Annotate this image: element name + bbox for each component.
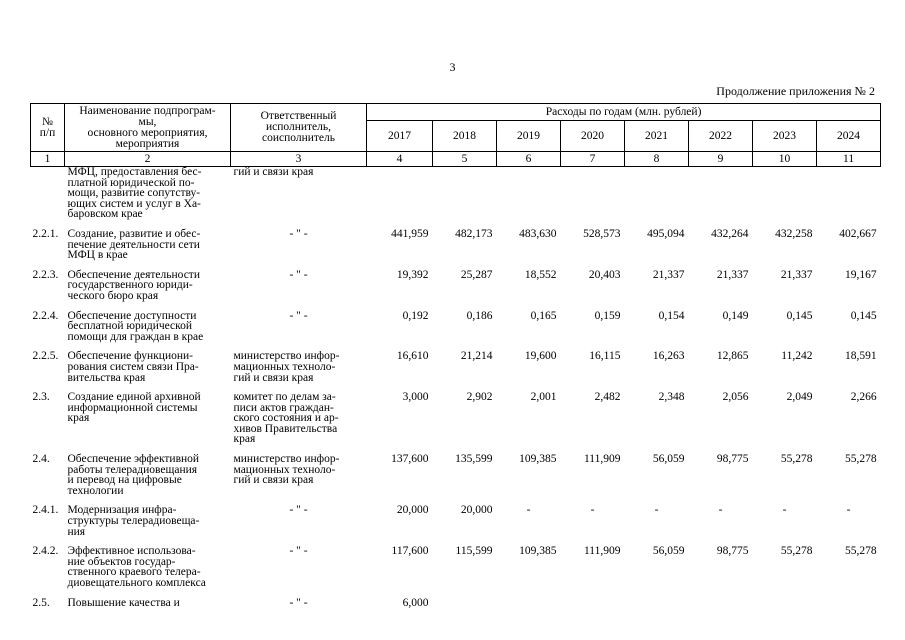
row-value: 0,145	[786, 309, 813, 322]
row-value: 137,600	[391, 453, 429, 466]
row-value: 20,000	[396, 504, 429, 517]
table-row	[31, 311, 881, 352]
header-num: № п/п	[31, 104, 65, 152]
row-value: 16,263	[652, 350, 685, 363]
table-row	[31, 454, 881, 505]
row-value: 55,278	[844, 545, 877, 558]
row-name: Создание единой архивной информационной системы края	[67, 391, 201, 425]
row-name: Обеспечение деятельности государственного юриди- ческого бюро края	[67, 268, 200, 302]
page-number: 3	[449, 60, 456, 74]
row-code: 2.2.5.	[32, 350, 59, 363]
row-name: Повышение качества и	[67, 596, 180, 609]
header-year: 2018	[433, 121, 497, 152]
row-code: 2.4.2.	[32, 545, 59, 558]
table-row	[31, 546, 881, 597]
row-value: 55,278	[780, 453, 813, 466]
header-year: 2020	[561, 121, 625, 152]
row-value: 0,149	[722, 309, 749, 322]
row-value: 19,600	[524, 350, 557, 363]
row-value	[561, 167, 625, 229]
row-value: 55,278	[780, 545, 813, 558]
row-value: 109,385	[519, 453, 557, 466]
row-executor: - " -	[289, 227, 308, 240]
row-code: 2.3.	[32, 391, 50, 404]
row-name: Модернизация инфра- структуры телерадиовеща- ния	[67, 504, 200, 538]
row-value: 111,909	[583, 545, 621, 558]
row-value: 56,059	[652, 545, 685, 558]
table-row	[31, 351, 881, 392]
row-value: 21,337	[652, 268, 685, 281]
row-value: 18,552	[524, 268, 557, 281]
row-value: 2,348	[658, 391, 685, 404]
row-value	[367, 167, 433, 229]
row-value: 0,154	[658, 309, 685, 322]
header-year: 2017	[367, 121, 433, 152]
row-value: -	[526, 504, 531, 517]
row-code: 2.4.	[32, 453, 50, 466]
row-code: 2.2.4.	[32, 309, 59, 322]
row-value	[817, 598, 881, 618]
row-value: -	[718, 504, 723, 517]
row-value: 2,902	[466, 391, 493, 404]
row-value: 0,186	[466, 309, 493, 322]
row-value: 109,385	[519, 545, 557, 558]
row-value: 12,865	[716, 350, 749, 363]
header-year: 2024	[817, 121, 881, 152]
table-body	[31, 167, 881, 618]
row-value: -	[846, 504, 851, 517]
row-value: 0,165	[530, 309, 557, 322]
row-value: 55,278	[844, 453, 877, 466]
column-number: 2	[65, 152, 231, 167]
row-value: 56,059	[652, 453, 685, 466]
row-executor: комитет по делам за- писи актов граждан- ского состояния и ар- хивов Правительства края	[233, 391, 339, 446]
row-value: 135,599	[455, 453, 493, 466]
table-row	[31, 167, 881, 229]
header-year: 2022	[689, 121, 753, 152]
row-value	[497, 598, 561, 618]
row-value: 6,000	[402, 596, 429, 609]
row-value: 16,115	[589, 350, 621, 363]
row-value: 2,482	[594, 391, 621, 404]
row-value: 0,145	[850, 309, 877, 322]
row-value: 11,242	[781, 350, 813, 363]
header-year: 2021	[625, 121, 689, 152]
row-value	[625, 598, 689, 618]
row-code: 2.4.1.	[32, 504, 59, 517]
row-value: 98,775	[716, 545, 749, 558]
row-value	[753, 598, 817, 618]
row-executor: министерство инфор- мационных техноло- гий и связи края	[233, 350, 340, 384]
row-value: 2,001	[530, 391, 557, 404]
row-value: 441,959	[391, 227, 429, 240]
row-value: -	[654, 504, 659, 517]
row-code: 2.5.	[32, 596, 50, 609]
row-value	[689, 167, 753, 229]
row-value: 2,056	[722, 391, 749, 404]
row-value: 98,775	[716, 453, 749, 466]
row-value	[561, 598, 625, 618]
row-value: 19,392	[396, 268, 429, 281]
header-year: 2023	[753, 121, 817, 152]
row-value	[433, 167, 497, 229]
row-value: 528,573	[583, 227, 621, 240]
column-number: 5	[433, 152, 497, 167]
column-number: 8	[625, 152, 689, 167]
table-row	[31, 229, 881, 270]
row-code	[31, 167, 65, 229]
row-value: 0,192	[402, 309, 429, 322]
row-value: 18,591	[844, 350, 877, 363]
column-number: 11	[817, 152, 881, 167]
row-value: 111,909	[583, 453, 621, 466]
row-executor: гий и связи края	[233, 166, 314, 178]
row-name: Создание, развитие и обес- печение деятельности сети МФЦ в крае	[67, 227, 201, 262]
row-value: -	[782, 504, 787, 517]
table-row	[31, 392, 881, 454]
row-value: 115,599	[455, 545, 493, 558]
table-row	[31, 598, 881, 618]
row-name: Эффективное использова- ние объектов государ- ственного краевого телера- диовещательного комплекса	[67, 545, 206, 589]
header-executor: Ответственный исполнитель, соисполнитель	[231, 104, 367, 152]
row-name: МФЦ, предоставления бес- платной юридической по- мощи, развитие сопутству- ющих систем и услуг в Ха- баровском крае	[67, 166, 202, 221]
row-value: 402,667	[839, 227, 877, 240]
column-number: 7	[561, 152, 625, 167]
column-number: 4	[367, 152, 433, 167]
row-value: -	[590, 504, 595, 517]
row-value: 432,264	[711, 227, 749, 240]
row-value: 482,173	[455, 227, 493, 240]
table-row	[31, 270, 881, 311]
row-name: Обеспечение доступности бесплатной юридической помощи для граждан в крае	[67, 309, 204, 343]
row-code: 2.2.1.	[32, 227, 59, 240]
row-value: 495,094	[647, 227, 685, 240]
row-value	[817, 167, 881, 229]
row-value: 432,258	[775, 227, 813, 240]
row-value: 21,337	[780, 268, 813, 281]
row-value: 0,159	[594, 309, 621, 322]
row-executor: - " -	[289, 309, 308, 322]
row-executor: - " -	[289, 545, 308, 558]
row-executor: - " -	[289, 596, 308, 609]
column-number: 10	[753, 152, 817, 167]
column-number: 9	[689, 152, 753, 167]
row-name: Обеспечение функциони- рования систем связи Пра- вительства края	[67, 350, 199, 384]
row-value	[689, 598, 753, 618]
row-value	[625, 167, 689, 229]
column-number: 3	[231, 152, 367, 167]
header-year: 2019	[497, 121, 561, 152]
header-expenses: Расходы по годам (млн. рублей)	[367, 104, 881, 121]
row-value: 21,337	[716, 268, 749, 281]
row-value: 16,610	[396, 350, 429, 363]
row-value: 21,214	[460, 350, 493, 363]
row-value	[753, 167, 817, 229]
row-value: 25,287	[460, 268, 493, 281]
row-value: 19,167	[844, 268, 877, 281]
row-value: 2,049	[786, 391, 813, 404]
row-executor: - " -	[289, 268, 308, 281]
row-value: 117,600	[391, 545, 429, 558]
row-executor: - " -	[289, 504, 308, 517]
expenses-table	[30, 103, 881, 617]
header-name: Наименование подпрограм- мы, основного мероприятия, мероприятия	[65, 104, 231, 152]
column-number: 6	[497, 152, 561, 167]
row-value: 20,000	[460, 504, 493, 517]
row-value: 2,266	[850, 391, 877, 404]
row-value	[433, 598, 497, 618]
table-row	[31, 505, 881, 546]
row-code: 2.2.3.	[32, 268, 59, 281]
row-value: 3,000	[402, 391, 429, 404]
column-number: 1	[31, 152, 65, 167]
column-number-row	[31, 152, 881, 167]
row-value: 483,630	[519, 227, 557, 240]
row-value	[497, 167, 561, 229]
row-value: 20,403	[588, 268, 621, 281]
continuation-label: Продолжение приложения № 2	[716, 84, 875, 98]
row-name: Обеспечение эффективной работы телерадиовещания и перевод на цифровые технологии	[67, 453, 200, 497]
row-executor: министерство инфор- мационных техноло- гий и связи края	[233, 453, 340, 487]
